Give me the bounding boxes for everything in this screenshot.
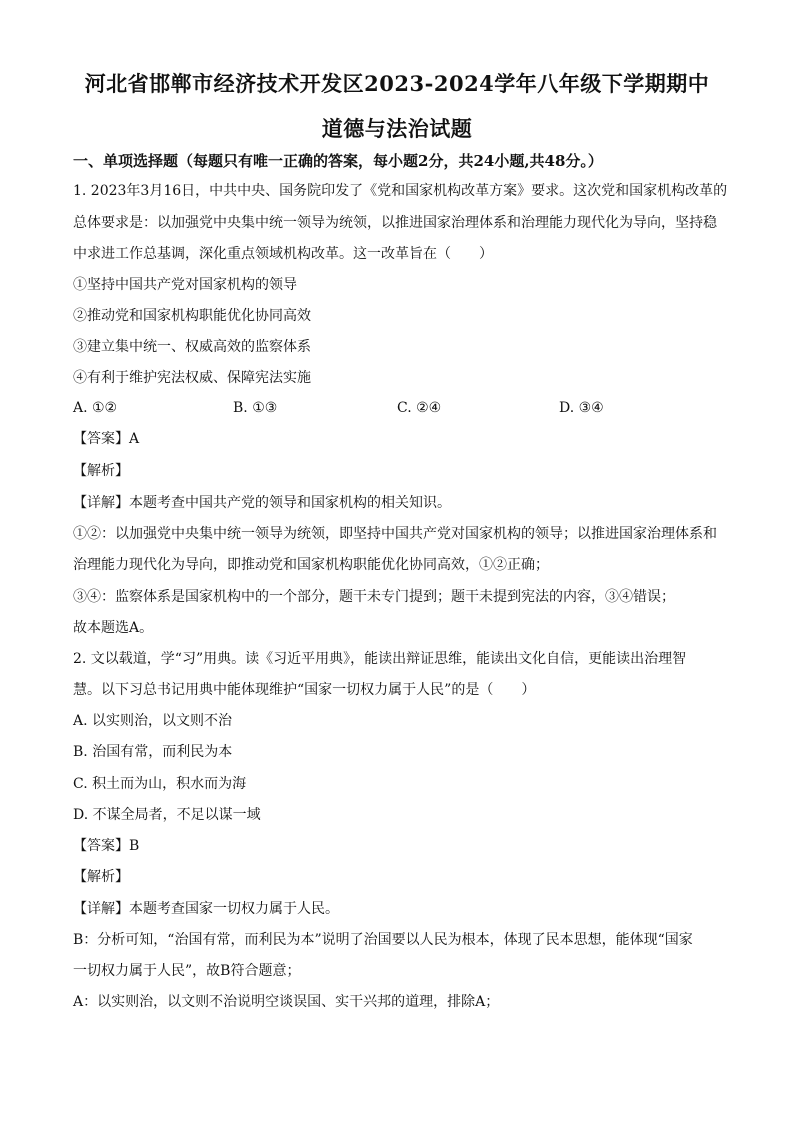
- q1-detail-line: 治理能力现代化为导向，即推动党和国家机构职能优化协同高效，①②正确；: [73, 557, 549, 573]
- q1-statement: ①坚持中国共产党对国家机构的领导: [73, 277, 297, 293]
- document-title-line2: 道德与法治试题: [321, 116, 473, 141]
- document-title-line1: 河北省邯郸市经济技术开发区2023-2024学年八年级下学期期中: [84, 71, 710, 96]
- q2-detail-line: 一切权力属于人民”，故B符合题意；: [73, 963, 301, 979]
- q1-option-b: B. ①③: [233, 400, 278, 416]
- q1-detail-line: ③④：监察体系是国家机构中的一个部分，题干未专门提到；题干未提到宪法的内容，③④错误；: [73, 589, 675, 605]
- q1-stem-line: 总体要求是：以加强党中央集中统一领导为统领，以推进国家治理体系和治理能力现代化为导向，坚持稳: [73, 215, 717, 231]
- q1-stem-line: 1. 2023年3月16日，中共中央、国务院印发了《党和国家机构改革方案》要求。这次党和国家机构改革的: [73, 183, 728, 199]
- q1-detail-line: 故本题选A。: [73, 620, 154, 636]
- q2-answer: 【答案】B: [73, 838, 140, 854]
- q2-option-a: A. 以实则治，以文则不治: [73, 713, 233, 729]
- q2-stem-line: 2. 文以载道，学“习”用典。读《习近平用典》，能读出辩证思维，能读出文化自信，更能读出治理智: [73, 651, 687, 667]
- q2-stem-line: 慧。以下习总书记用典中能体现维护“国家一切权力属于人民”的是（ ）: [73, 682, 536, 698]
- q1-answer: 【答案】A: [73, 431, 140, 447]
- q1-statement: ③建立集中统一、权威高效的监察体系: [73, 339, 311, 355]
- q2-detail-line: B：分析可知，“治国有常，而利民为本”说明了治国要以人民为根本，体现了民本思想，能体现“国家: [73, 932, 693, 948]
- q1-analysis-label: 【解析】: [73, 463, 129, 479]
- q2-analysis-label: 【解析】: [73, 869, 129, 885]
- q2-option-b: B. 治国有常，而利民为本: [73, 744, 233, 760]
- q1-option-a: A. ①②: [73, 400, 118, 416]
- q1-statement: ④有利于维护宪法权威、保障宪法实施: [73, 370, 311, 386]
- q1-detail-line: ①②：以加强党中央集中统一领导为统领，即坚持中国共产党对国家机构的领导；以推进国家治理体系和: [73, 526, 717, 542]
- q2-option-c: C. 积土而为山，积水而为海: [73, 776, 247, 792]
- q1-stem-line: 中求进工作总基调，深化重点领域机构改革。这一改革旨在（ ）: [73, 246, 493, 262]
- q2-detail-line: 【详解】本题考查国家一切权力属于人民。: [73, 901, 339, 917]
- q1-detail-line: 【详解】本题考查中国共产党的领导和国家机构的相关知识。: [73, 495, 451, 511]
- q2-detail-line: A：以实则治，以文则不治说明空谈误国、实干兴邦的道理，排除A；: [73, 994, 500, 1010]
- section-heading: 一、单项选择题（每题只有唯一正确的答案，每小题2分，共24小题,共48分。）: [73, 152, 603, 170]
- q1-option-d: D. ③④: [559, 400, 604, 416]
- q2-option-d: D. 不谋全局者，不足以谋一域: [73, 807, 261, 823]
- q1-options: [73, 400, 723, 418]
- q1-statement: ②推动党和国家机构职能优化协同高效: [73, 308, 311, 324]
- q1-option-c: C. ②④: [397, 400, 442, 416]
